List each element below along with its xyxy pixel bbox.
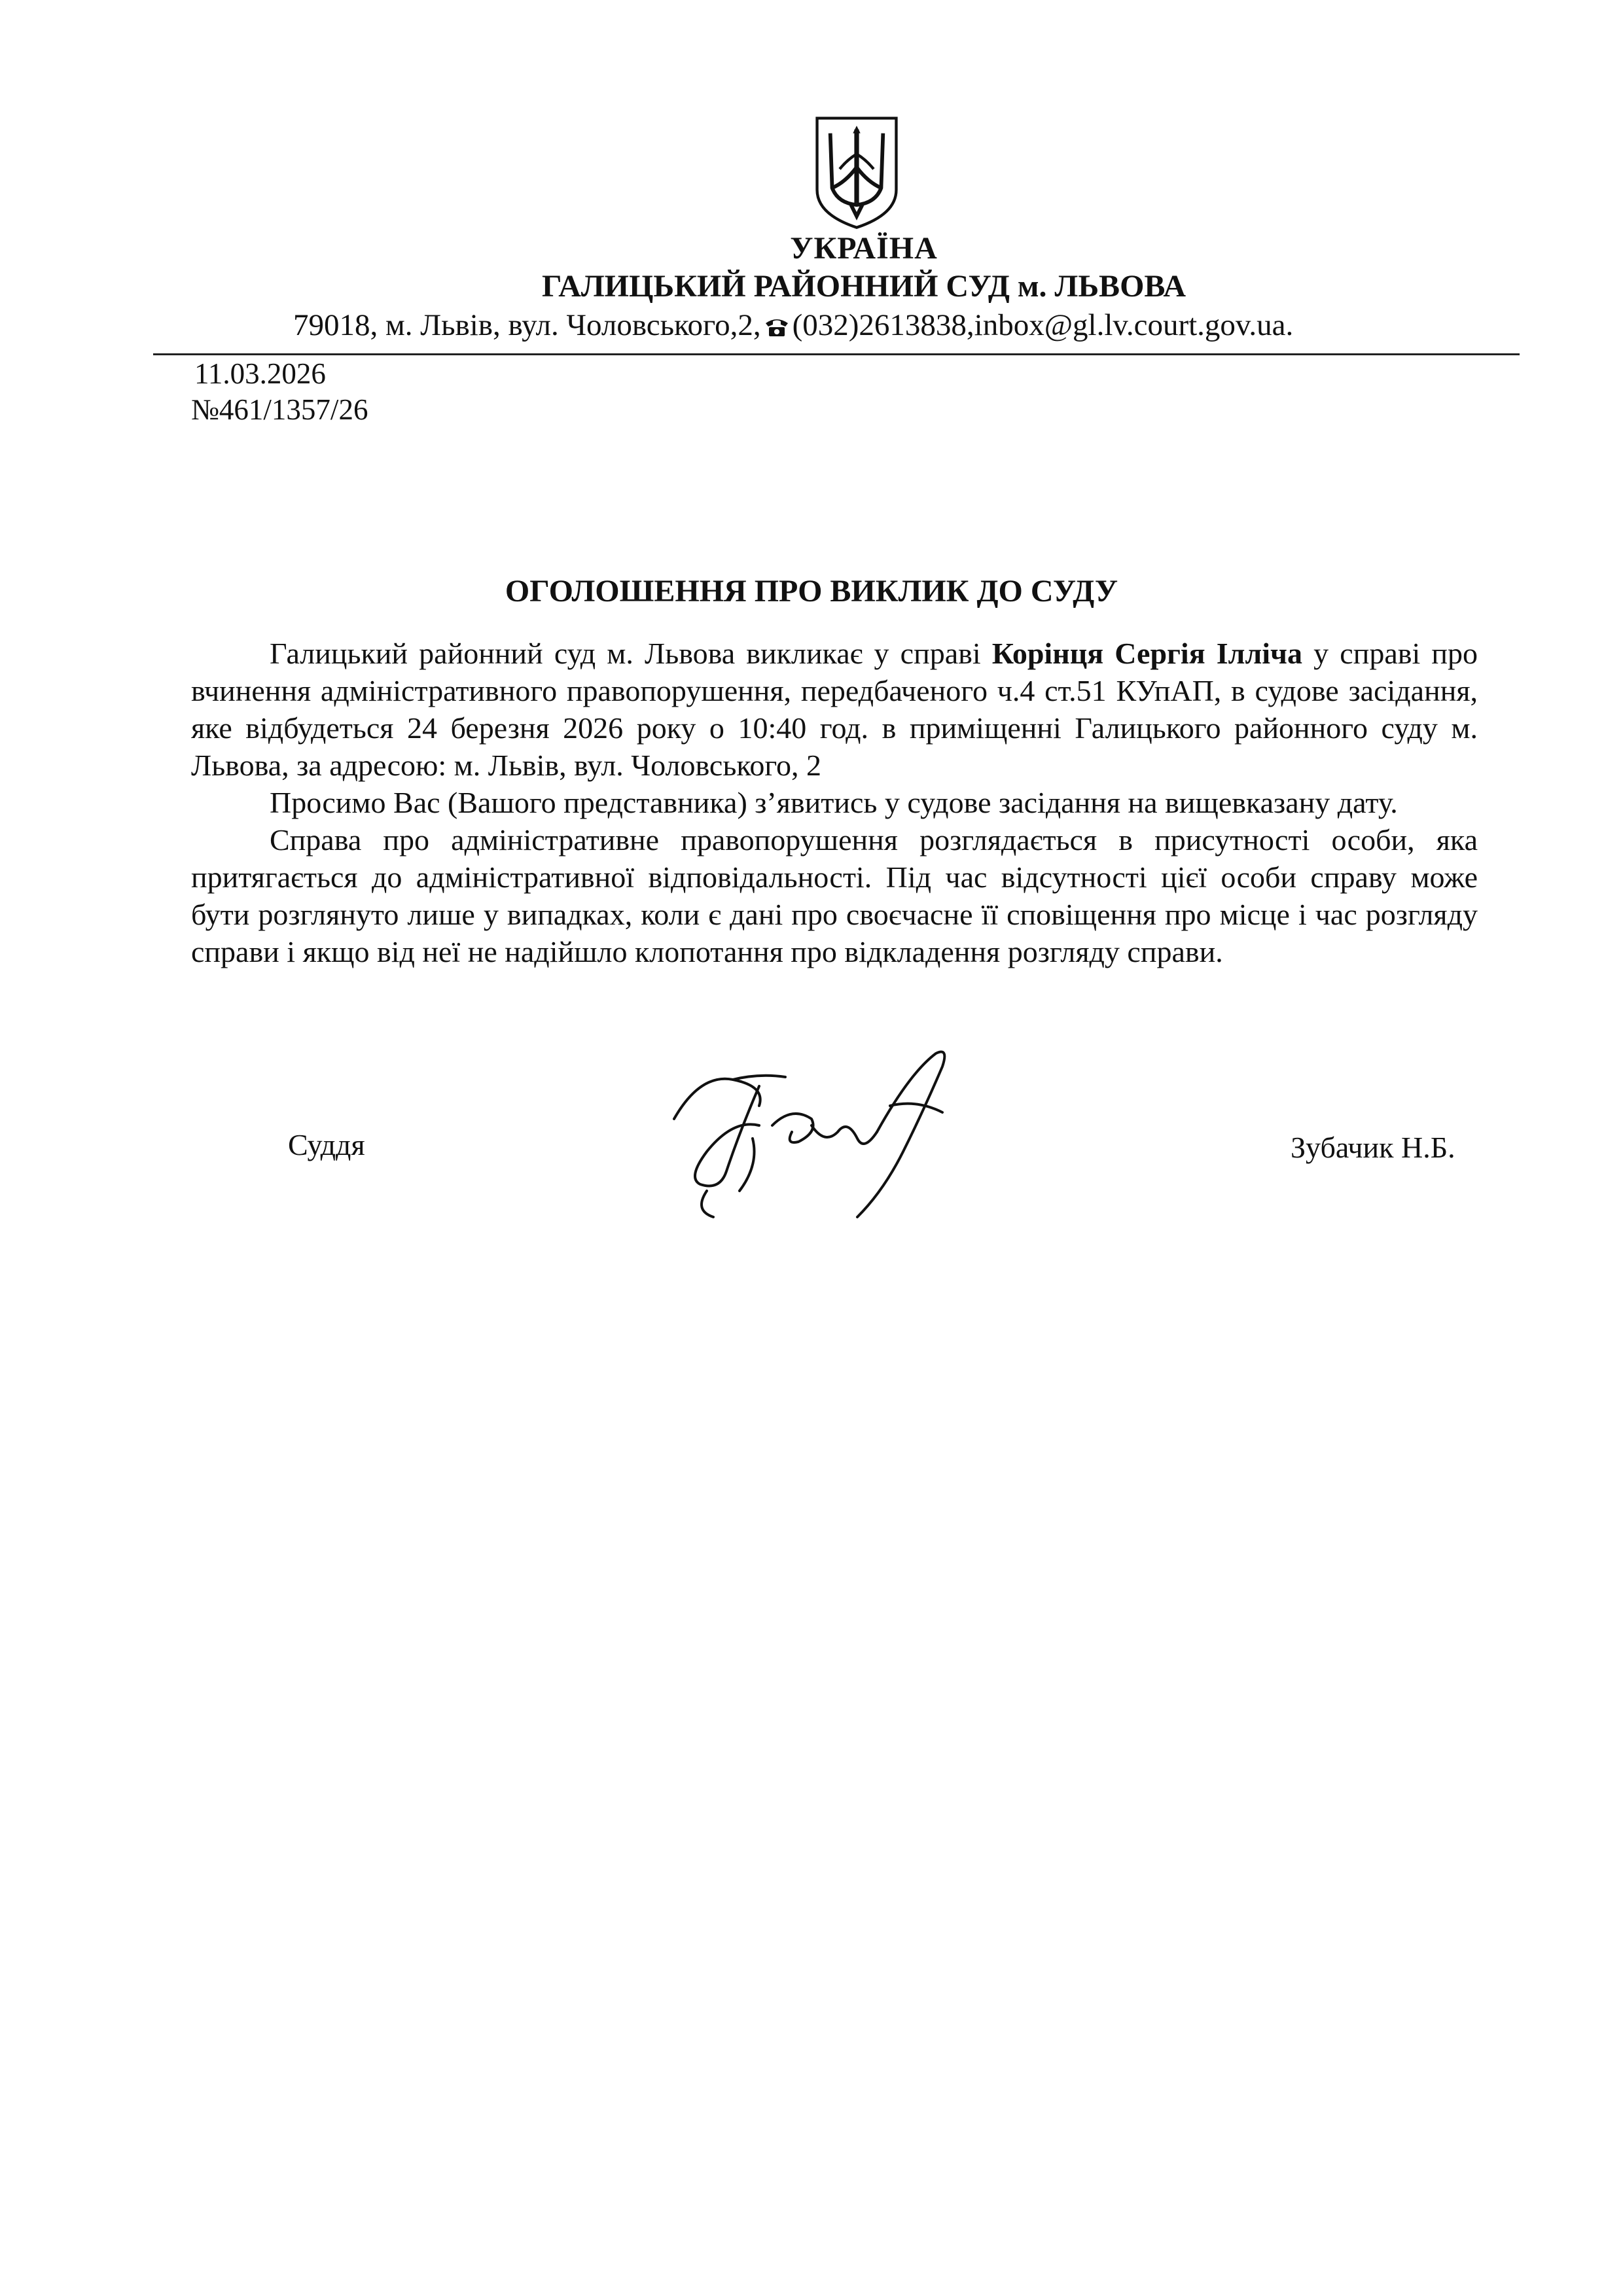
procedure-paragraph: Справа про адміністративне правопорушення розглядається в присутності особи, яка притягається до адміністративної відповідальності. Під час відсутності цієї особи справу може бути розглянуто лише у випадках, коли є дані про своєчасне її сповіщення про місце і час розгляду справи і якщо від неї не надійшло клопотання про відкладення розгляду справи. — [191, 823, 1478, 968]
country-name: УКРАЇНА — [790, 231, 938, 266]
summons-text-end: у справі про вчинення адміністративного правопорушення, передбаченого ч.4 ст.51 КУпАП, в судове засідання, яке відбудеться 24 березня 2026 року о 10:40 год. в приміщенні Галицького районного суду м. Львова, за адресою: м. Львів, вул. Чоловського, 2 — [191, 637, 1478, 782]
address-contacts: (032)2613838,inbox@gl.lv.court.gov.ua. — [792, 308, 1294, 342]
document-title: ОГОЛОШЕННЯ ПРО ВИКЛИК ДО СУДУ — [505, 574, 1118, 609]
summons-paragraph — [191, 635, 1478, 784]
handwritten-signature — [661, 1034, 969, 1230]
header-divider — [153, 353, 1520, 355]
outgoing-number: №461/1357/26 — [191, 393, 368, 426]
summoned-person-name: Корінця Сергія Ілліча — [991, 637, 1302, 670]
court-address — [293, 308, 1293, 343]
judge-name: Зубачик Н.Б. — [1291, 1131, 1455, 1164]
trident-emblem-icon — [810, 113, 904, 230]
summons-text-start: Галицький районний суд м. Львова викликає у справі — [270, 637, 992, 670]
address-prefix: 79018, м. Львів, вул. Чоловського,2, — [293, 308, 761, 342]
document-body — [191, 635, 1478, 970]
outgoing-date: 11.03.2026 — [194, 357, 326, 390]
request-paragraph: Просимо Вас (Вашого представника) з’явитись у судове засідання на вищевказану дату. — [270, 786, 1398, 819]
judge-role: Суддя — [288, 1128, 365, 1161]
telephone-icon — [764, 315, 790, 338]
court-name: ГАЛИЦЬКИЙ РАЙОННИЙ СУД м. ЛЬВОВА — [541, 269, 1186, 304]
